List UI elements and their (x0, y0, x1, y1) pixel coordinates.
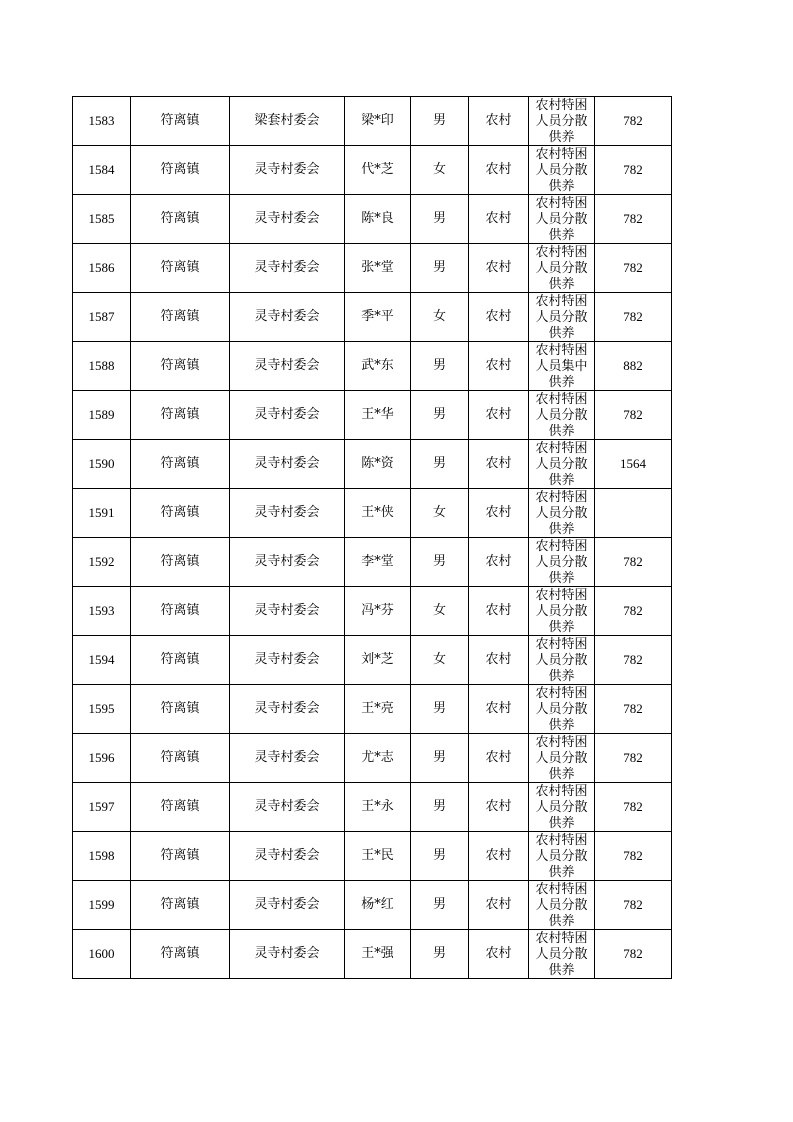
support-type-cell (529, 244, 595, 293)
area-type-cell: 农村 (469, 244, 529, 293)
support-type-cell (529, 146, 595, 195)
support-type-line: 农村特困 (535, 588, 588, 603)
person-name-cell: 武*东 (345, 342, 411, 391)
town-cell: 符离镇 (131, 881, 230, 930)
area-type-cell: 农村 (469, 881, 529, 930)
support-type-line: 供养 (548, 669, 575, 684)
row-number-cell: 1588 (73, 342, 131, 391)
gender-cell: 男 (411, 832, 469, 881)
area-type-cell: 农村 (469, 195, 529, 244)
support-type-text (529, 97, 594, 145)
support-type-text (529, 538, 594, 586)
support-type-line: 人员分散 (535, 751, 588, 766)
support-type-line: 人员分散 (535, 114, 588, 129)
table-row (73, 342, 672, 391)
table-row (73, 685, 672, 734)
town-cell: 符离镇 (131, 293, 230, 342)
row-number-cell: 1583 (73, 97, 131, 146)
area-type-cell: 农村 (469, 734, 529, 783)
person-name-cell: 陈*资 (345, 440, 411, 489)
support-type-line: 农村特困 (535, 441, 588, 456)
row-number-cell: 1599 (73, 881, 131, 930)
support-type-text (529, 342, 594, 390)
amount-cell: 782 (595, 195, 672, 244)
town-cell: 符离镇 (131, 195, 230, 244)
person-name-cell: 代*芝 (345, 146, 411, 195)
support-type-text (529, 783, 594, 831)
village-committee-cell: 灵寺村委会 (230, 538, 345, 587)
town-cell: 符离镇 (131, 832, 230, 881)
support-type-line: 农村特困 (535, 98, 588, 113)
person-name-cell: 尤*志 (345, 734, 411, 783)
support-type-line: 供养 (548, 767, 575, 782)
person-name-cell: 杨*红 (345, 881, 411, 930)
amount-cell: 782 (595, 391, 672, 440)
support-type-line: 供养 (548, 179, 575, 194)
amount-cell: 782 (595, 734, 672, 783)
gender-cell: 男 (411, 440, 469, 489)
area-type-cell: 农村 (469, 97, 529, 146)
support-type-line: 农村特困 (535, 882, 588, 897)
village-committee-cell: 梁套村委会 (230, 97, 345, 146)
village-committee-cell: 灵寺村委会 (230, 293, 345, 342)
table-row (73, 734, 672, 783)
village-committee-cell: 灵寺村委会 (230, 391, 345, 440)
amount-cell: 782 (595, 538, 672, 587)
table-row (73, 538, 672, 587)
row-number-cell: 1590 (73, 440, 131, 489)
support-type-line: 人员分散 (535, 212, 588, 227)
support-type-line: 农村特困 (535, 686, 588, 701)
area-type-cell: 农村 (469, 587, 529, 636)
amount-cell: 782 (595, 244, 672, 293)
table-row (73, 293, 672, 342)
row-number-cell: 1592 (73, 538, 131, 587)
records-table (72, 96, 672, 979)
village-committee-cell: 灵寺村委会 (230, 832, 345, 881)
row-number-cell: 1598 (73, 832, 131, 881)
person-name-cell: 冯*芬 (345, 587, 411, 636)
support-type-line: 农村特困 (535, 196, 588, 211)
gender-cell: 男 (411, 881, 469, 930)
town-cell: 符离镇 (131, 342, 230, 391)
town-cell: 符离镇 (131, 783, 230, 832)
area-type-cell: 农村 (469, 146, 529, 195)
support-type-line: 农村特困 (535, 245, 588, 260)
support-type-line: 人员分散 (535, 408, 588, 423)
area-type-cell: 农村 (469, 636, 529, 685)
person-name-cell: 张*堂 (345, 244, 411, 293)
support-type-text (529, 146, 594, 194)
support-type-line: 人员分散 (535, 898, 588, 913)
support-type-line: 供养 (548, 326, 575, 341)
row-number-cell: 1594 (73, 636, 131, 685)
village-committee-cell: 灵寺村委会 (230, 244, 345, 293)
town-cell: 符离镇 (131, 587, 230, 636)
support-type-line: 供养 (548, 620, 575, 635)
support-type-line: 供养 (548, 914, 575, 929)
support-type-cell (529, 832, 595, 881)
gender-cell: 男 (411, 342, 469, 391)
amount-cell: 782 (595, 636, 672, 685)
row-number-cell: 1600 (73, 930, 131, 979)
town-cell: 符离镇 (131, 146, 230, 195)
table-row (73, 783, 672, 832)
support-type-line: 农村特困 (535, 784, 588, 799)
support-type-line: 农村特困 (535, 294, 588, 309)
table-row (73, 636, 672, 685)
row-number-cell: 1586 (73, 244, 131, 293)
support-type-line: 农村特困 (535, 637, 588, 652)
row-number-cell: 1595 (73, 685, 131, 734)
person-name-cell: 王*民 (345, 832, 411, 881)
table-row (73, 587, 672, 636)
area-type-cell: 农村 (469, 930, 529, 979)
town-cell: 符离镇 (131, 930, 230, 979)
gender-cell: 男 (411, 391, 469, 440)
table-row (73, 97, 672, 146)
support-type-cell (529, 342, 595, 391)
area-type-cell: 农村 (469, 685, 529, 734)
support-type-line: 供养 (548, 130, 575, 145)
gender-cell: 男 (411, 783, 469, 832)
amount-cell: 782 (595, 587, 672, 636)
table-row (73, 440, 672, 489)
gender-cell: 女 (411, 489, 469, 538)
support-type-line: 农村特困 (535, 490, 588, 505)
support-type-text (529, 489, 594, 537)
area-type-cell: 农村 (469, 783, 529, 832)
person-name-cell: 王*强 (345, 930, 411, 979)
gender-cell: 男 (411, 734, 469, 783)
support-type-line: 农村特困 (535, 931, 588, 946)
gender-cell: 男 (411, 195, 469, 244)
village-committee-cell: 灵寺村委会 (230, 685, 345, 734)
town-cell: 符离镇 (131, 636, 230, 685)
support-type-line: 供养 (548, 375, 575, 390)
support-type-line: 农村特困 (535, 833, 588, 848)
support-type-cell (529, 685, 595, 734)
table-row (73, 195, 672, 244)
support-type-line: 人员分散 (535, 653, 588, 668)
row-number-cell: 1597 (73, 783, 131, 832)
support-type-text (529, 293, 594, 341)
area-type-cell: 农村 (469, 440, 529, 489)
row-number-cell: 1589 (73, 391, 131, 440)
support-type-line: 供养 (548, 228, 575, 243)
amount-cell: 1564 (595, 440, 672, 489)
village-committee-cell: 灵寺村委会 (230, 587, 345, 636)
support-type-line: 人员分散 (535, 849, 588, 864)
support-type-text (529, 685, 594, 733)
support-type-cell (529, 391, 595, 440)
support-type-cell (529, 293, 595, 342)
village-committee-cell: 灵寺村委会 (230, 342, 345, 391)
gender-cell: 女 (411, 293, 469, 342)
support-type-cell (529, 489, 595, 538)
amount-cell: 782 (595, 685, 672, 734)
support-type-cell (529, 538, 595, 587)
village-committee-cell: 灵寺村委会 (230, 636, 345, 685)
support-type-line: 人员分散 (535, 310, 588, 325)
support-type-line: 人员分散 (535, 800, 588, 815)
support-type-text (529, 440, 594, 488)
amount-cell: 782 (595, 293, 672, 342)
support-type-text (529, 391, 594, 439)
table-row (73, 146, 672, 195)
support-type-line: 农村特困 (535, 147, 588, 162)
amount-cell: 782 (595, 930, 672, 979)
gender-cell: 男 (411, 244, 469, 293)
table-row (73, 881, 672, 930)
amount-cell (595, 489, 672, 538)
table-row (73, 832, 672, 881)
town-cell: 符离镇 (131, 97, 230, 146)
town-cell: 符离镇 (131, 244, 230, 293)
support-type-line: 农村特困 (535, 343, 588, 358)
support-type-text (529, 734, 594, 782)
row-number-cell: 1593 (73, 587, 131, 636)
support-type-line: 农村特困 (535, 735, 588, 750)
town-cell: 符离镇 (131, 538, 230, 587)
gender-cell: 男 (411, 538, 469, 587)
village-committee-cell: 灵寺村委会 (230, 146, 345, 195)
support-type-line: 农村特困 (535, 392, 588, 407)
row-number-cell: 1591 (73, 489, 131, 538)
support-type-cell (529, 881, 595, 930)
table-row (73, 489, 672, 538)
support-type-line: 供养 (548, 963, 575, 978)
support-type-cell (529, 440, 595, 489)
support-type-line: 人员分散 (535, 163, 588, 178)
support-type-cell (529, 195, 595, 244)
support-type-cell (529, 783, 595, 832)
village-committee-cell: 灵寺村委会 (230, 440, 345, 489)
support-type-text (529, 195, 594, 243)
person-name-cell: 王*华 (345, 391, 411, 440)
support-type-line: 人员分散 (535, 604, 588, 619)
gender-cell: 女 (411, 636, 469, 685)
area-type-cell: 农村 (469, 489, 529, 538)
row-number-cell: 1584 (73, 146, 131, 195)
area-type-cell: 农村 (469, 538, 529, 587)
support-type-text (529, 881, 594, 929)
village-committee-cell: 灵寺村委会 (230, 489, 345, 538)
support-type-line: 供养 (548, 277, 575, 292)
gender-cell: 女 (411, 146, 469, 195)
support-type-cell (529, 587, 595, 636)
support-type-line: 供养 (548, 571, 575, 586)
person-name-cell: 王*亮 (345, 685, 411, 734)
support-type-line: 人员集中 (535, 359, 588, 374)
support-type-cell (529, 930, 595, 979)
town-cell: 符离镇 (131, 489, 230, 538)
gender-cell: 男 (411, 930, 469, 979)
table-row (73, 930, 672, 979)
village-committee-cell: 灵寺村委会 (230, 783, 345, 832)
amount-cell: 782 (595, 832, 672, 881)
support-type-cell (529, 734, 595, 783)
gender-cell: 男 (411, 97, 469, 146)
support-type-line: 供养 (548, 473, 575, 488)
town-cell: 符离镇 (131, 391, 230, 440)
amount-cell: 882 (595, 342, 672, 391)
amount-cell: 782 (595, 97, 672, 146)
support-type-line: 人员分散 (535, 947, 588, 962)
row-number-cell: 1596 (73, 734, 131, 783)
town-cell: 符离镇 (131, 440, 230, 489)
person-name-cell: 陈*良 (345, 195, 411, 244)
support-type-line: 供养 (548, 424, 575, 439)
area-type-cell: 农村 (469, 342, 529, 391)
support-type-text (529, 832, 594, 880)
person-name-cell: 王*侠 (345, 489, 411, 538)
row-number-cell: 1587 (73, 293, 131, 342)
support-type-cell (529, 636, 595, 685)
village-committee-cell: 灵寺村委会 (230, 930, 345, 979)
support-type-line: 供养 (548, 522, 575, 537)
gender-cell: 男 (411, 685, 469, 734)
support-type-line: 供养 (548, 865, 575, 880)
person-name-cell: 梁*印 (345, 97, 411, 146)
support-type-line: 人员分散 (535, 261, 588, 276)
town-cell: 符离镇 (131, 734, 230, 783)
area-type-cell: 农村 (469, 293, 529, 342)
row-number-cell: 1585 (73, 195, 131, 244)
amount-cell: 782 (595, 146, 672, 195)
support-type-text (529, 636, 594, 684)
support-type-line: 农村特困 (535, 539, 588, 554)
village-committee-cell: 灵寺村委会 (230, 734, 345, 783)
support-type-line: 人员分散 (535, 457, 588, 472)
support-type-line: 人员分散 (535, 702, 588, 717)
support-type-line: 人员分散 (535, 555, 588, 570)
support-type-line: 供养 (548, 816, 575, 831)
town-cell: 符离镇 (131, 685, 230, 734)
area-type-cell: 农村 (469, 832, 529, 881)
area-type-cell: 农村 (469, 391, 529, 440)
support-type-text (529, 930, 594, 978)
support-type-line: 供养 (548, 718, 575, 733)
table-body (73, 97, 672, 979)
village-committee-cell: 灵寺村委会 (230, 881, 345, 930)
person-name-cell: 李*堂 (345, 538, 411, 587)
table-row (73, 244, 672, 293)
amount-cell: 782 (595, 881, 672, 930)
support-type-text (529, 244, 594, 292)
support-type-cell (529, 97, 595, 146)
table-row (73, 391, 672, 440)
person-name-cell: 王*永 (345, 783, 411, 832)
village-committee-cell: 灵寺村委会 (230, 195, 345, 244)
support-type-text (529, 587, 594, 635)
gender-cell: 女 (411, 587, 469, 636)
support-type-line: 人员分散 (535, 506, 588, 521)
amount-cell: 782 (595, 783, 672, 832)
person-name-cell: 刘*芝 (345, 636, 411, 685)
person-name-cell: 季*平 (345, 293, 411, 342)
